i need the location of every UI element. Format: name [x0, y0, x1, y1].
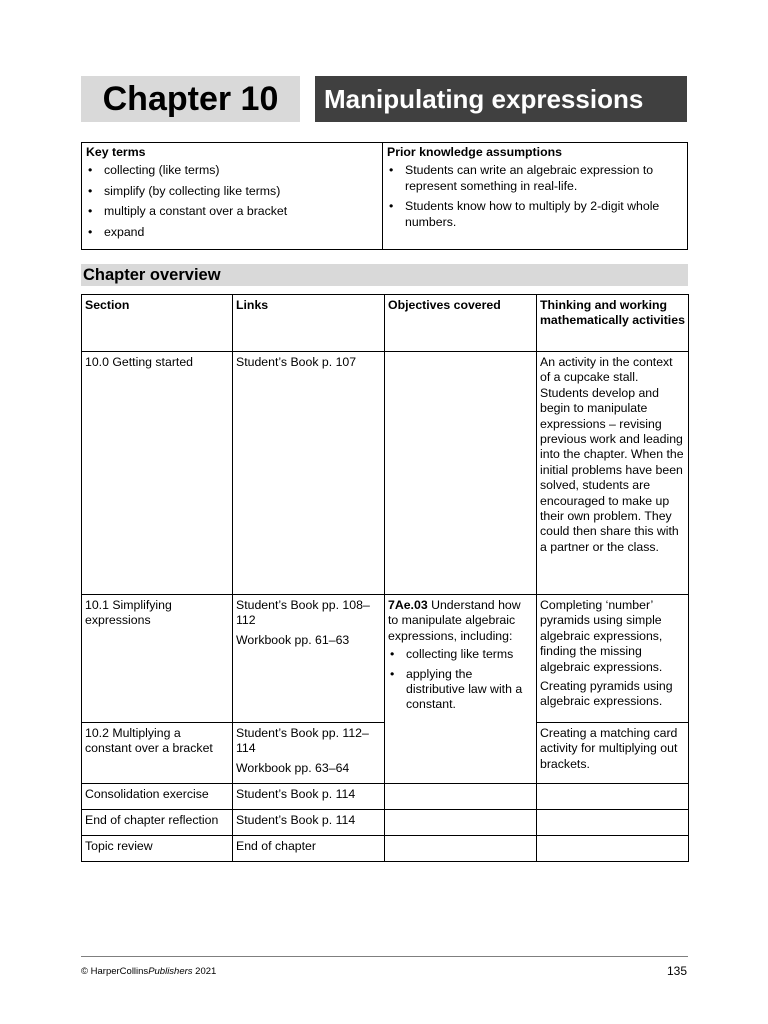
- links-cell: End of chapter: [233, 836, 385, 862]
- key-terms-cell: [82, 143, 383, 250]
- links-cell: [233, 595, 385, 723]
- section-cell: Consolidation exercise: [82, 784, 233, 810]
- prior-knowledge-item: • Students can write an algebraic expression to represent something in real-life.: [387, 163, 683, 194]
- link-text: Workbook pp. 63–64: [236, 760, 350, 775]
- thinking-text: Creating pyramids using algebraic expressions.: [540, 679, 673, 709]
- thinking-text: Completing ‘number’ pyramids using simple algebraic expressions, finding the missing algebraic expressions.: [540, 598, 663, 674]
- links-cell: [233, 352, 385, 595]
- links-cell: Student’s Book p. 114: [233, 784, 385, 810]
- column-header-section: Section: [82, 295, 233, 352]
- overview-table: [81, 294, 689, 862]
- objective-item: • applying the distributive law with a constant.: [388, 667, 533, 713]
- copyright-prefix: © HarperCollins: [81, 966, 149, 977]
- table-row: [82, 352, 689, 595]
- link-text: Student’s Book p. 107: [236, 355, 357, 369]
- thinking-cell: [537, 810, 689, 836]
- thinking-text: Creating a matching card activity for multiplying out brackets.: [540, 726, 678, 771]
- table-row: [82, 784, 689, 810]
- thinking-cell: [537, 836, 689, 862]
- prior-knowledge-item: • Students know how to multiply by 2-digit whole numbers.: [387, 199, 683, 230]
- copyright-publishers: Publishers: [148, 966, 193, 977]
- copyright: [81, 966, 216, 977]
- key-terms-table: [81, 142, 688, 250]
- key-term-item: • expand: [86, 225, 378, 240]
- thinking-cell: [537, 595, 689, 723]
- section-cell: 10.2 Multiplying a constant over a bracket: [82, 723, 233, 784]
- copyright-year: 2021: [192, 966, 217, 977]
- prior-knowledge-heading: Prior knowledge assumptions: [387, 145, 562, 159]
- column-header-thinking: Thinking and working mathematically activities: [537, 295, 689, 352]
- objective-item: • collecting like terms: [388, 647, 533, 662]
- footer-divider: [81, 956, 688, 957]
- objective-text: [388, 598, 533, 644]
- overview-header-row: [82, 295, 689, 352]
- thinking-text: An activity in the context of a cupcake stall. Students develop and begin to manipulate expressions – revising previous work and leading into the chapter. When the initial problems have been solved, students are encouraged to make up their own problem. They could then share this with a partner or the class.: [540, 355, 684, 554]
- link-text: Student’s Book pp. 112–114: [236, 726, 369, 756]
- link-text: Student’s Book pp. 108–112: [236, 598, 370, 628]
- objectives-cell: [385, 595, 537, 784]
- section-cell: 10.0 Getting started: [82, 352, 233, 595]
- section-cell: 10.1 Simplifying expressions: [82, 595, 233, 723]
- section-cell: End of chapter reflection: [82, 810, 233, 836]
- chapter-overview-heading: Chapter overview: [83, 266, 221, 284]
- chapter-title-box: [315, 76, 687, 122]
- key-terms-list: [86, 163, 378, 240]
- link-text: Workbook pp. 61–63: [236, 632, 350, 647]
- thinking-cell: [537, 784, 689, 810]
- table-row: [82, 836, 689, 862]
- objective-code: 7Ae.03: [388, 598, 428, 612]
- objective-list: [388, 647, 533, 713]
- table-row: [82, 595, 689, 723]
- chapter-title: Manipulating expressions: [324, 83, 644, 114]
- chapter-number-box: [81, 76, 300, 122]
- key-terms-heading: Key terms: [86, 145, 146, 159]
- objective-description: Understand how to manipulate algebraic expressions, including:: [388, 598, 521, 643]
- objectives-cell: [385, 352, 537, 595]
- key-term-item: • simplify (by collecting like terms): [86, 184, 378, 199]
- links-cell: [233, 723, 385, 784]
- thinking-cell: [537, 352, 689, 595]
- thinking-cell: [537, 723, 689, 784]
- column-header-objectives: Objectives covered: [385, 295, 537, 352]
- links-cell: Student’s Book p. 114: [233, 810, 385, 836]
- table-row: [82, 810, 689, 836]
- chapter-overview-heading-bar: [81, 264, 688, 286]
- objectives-cell: [385, 836, 537, 862]
- prior-knowledge-list: [387, 163, 683, 230]
- objectives-cell: [385, 784, 537, 810]
- prior-knowledge-cell: [383, 143, 688, 250]
- objectives-cell: [385, 810, 537, 836]
- page-number: 135: [666, 964, 687, 978]
- column-header-links: Links: [233, 295, 385, 352]
- chapter-number: Chapter 10: [102, 79, 279, 118]
- key-term-item: • multiply a constant over a bracket: [86, 204, 378, 219]
- section-cell: Topic review: [82, 836, 233, 862]
- key-term-item: • collecting (like terms): [86, 163, 378, 178]
